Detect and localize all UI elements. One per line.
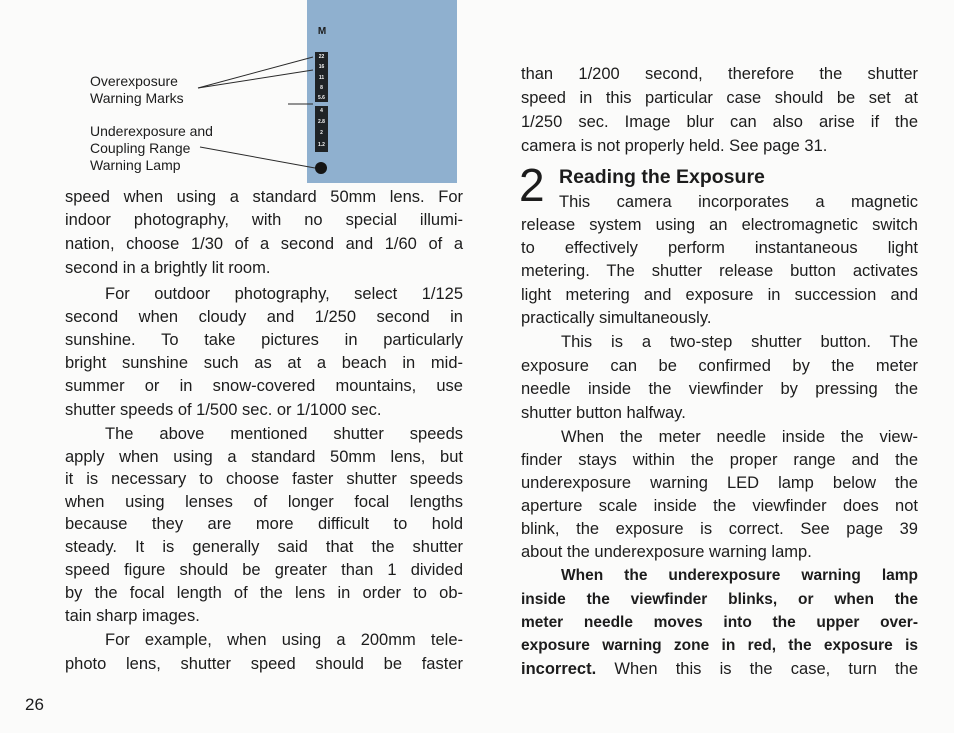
body-text-line: blink, the exposure is correct. See page 39 [521,520,918,538]
body-text-line: sunshine. To take pictures in particularly [65,331,463,349]
body-text-line: shutter speeds of 1/500 sec. or 1/1000 sec. [65,401,382,419]
body-text-line: For outdoor photography, select 1/125 [105,285,463,303]
scale-mark: 2 [320,130,323,136]
warning-text-line: inside the viewfinder blinks, or when the [521,591,918,608]
body-text-line-mixed [521,658,918,680]
underexposure-label-line1: Underexposure and [90,123,213,139]
body-text-line: practically simultaneously. [521,309,712,327]
body-text-line: indoor photography, with no special illumi- [65,211,463,229]
scale-mark: 8 [320,85,323,91]
scale-mark: 16 [318,64,325,70]
body-text-line: release system using an electromagnetic switch [521,216,918,234]
page-number: 26 [25,695,44,714]
body-text-line: metering. The shutter release button activates [521,262,918,280]
scale-mark: 2.8 [318,119,325,125]
body-text-line: photo lens, shutter speed should be faster [65,655,463,673]
body-text-line: For example, when using a 200mm tele- [105,631,463,649]
body-text-line: 1/250 sec. Image blur can also arise if the [521,113,918,131]
underexposure-label-line2: Coupling Range [90,140,191,156]
body-text-line: nation, choose 1/30 of a second and 1/60 of a [65,235,463,253]
underexposure-label-line3: Warning Lamp [90,157,181,173]
scale-mark: 22 [318,54,325,60]
warning-text-line: meter needle moves into the upper over- [521,614,918,631]
body-text-line: to effectively perform instantaneous light [521,239,918,257]
body-text-line: second in a brightly lit room. [65,259,271,277]
body-text-line: When the meter needle inside the view- [561,428,918,446]
body-text-line: about the underexposure warning lamp. [521,543,812,561]
body-text-line: tain sharp images. [65,607,200,625]
body-text-line: summer or in snow-covered mountains, use [65,377,463,395]
body-text-line: speed in this particular case should be set at [521,89,918,107]
body-text-line: than 1/200 second, therefore the shutter [521,65,918,83]
section-number: 2 [519,159,545,211]
body-text-line: exposure can be confirmed by the meter [521,357,918,375]
warning-text-line: When the underexposure warning lamp [561,567,918,584]
scale-mark: 11 [318,75,325,81]
body-text-line: This is a two-step shutter button. The [561,333,918,351]
body-text-line: apply when using a standard 50mm lens, but [65,448,463,466]
scale-mark: 4 [320,108,323,114]
incorrect-bold-text: incorrect. [521,660,597,678]
body-text-line: light metering and exposure in succession and [521,286,918,304]
body-text-line: shutter button halfway. [521,404,686,422]
body-text-line: The above mentioned shutter speeds [105,425,463,443]
body-text-line: because they are more difficult to hold [65,515,463,533]
body-text-line: finder stays within the proper range and the [521,451,918,469]
body-text-line: underexposure warning LED lamp below the [521,474,918,492]
body-text-line: This camera incorporates a magnetic [559,193,918,211]
body-text-fragment: When this is the case, turn the [596,660,918,678]
overexposure-label-line1: Overexposure [90,73,178,89]
scale-mark: 5.6 [318,95,325,101]
overexposure-label-line2: Warning Marks [90,90,184,106]
body-text-line: by the focal length of the lens in order to ob- [65,584,463,602]
body-text-line: speed when using a standard 50mm lens. For [65,188,463,206]
body-text-line: second when cloudy and 1/250 second in [65,308,463,326]
warning-text-line: exposure warning zone in red, the exposure is [521,637,918,654]
body-text-line: speed figure should be greater than 1 divided [65,561,463,579]
body-text-line: it is necessary to choose faster shutter speeds [65,470,463,488]
body-text-line: aperture scale inside the viewfinder does not [521,497,918,515]
body-text-line: steady. It is generally said that the shutter [65,538,463,556]
callout-line [200,147,315,168]
body-text-line: when using lenses of longer focal lengths [65,493,463,511]
section-title: Reading the Exposure [559,166,765,188]
manual-mode-letter: M [317,26,327,37]
scale-mark: 1.2 [318,142,325,148]
body-text-line: bright sunshine such as at a beach in mid- [65,354,463,372]
body-text-line: needle inside the viewfinder by pressing the [521,380,918,398]
body-text-line: camera is not properly held. See page 31. [521,137,828,155]
